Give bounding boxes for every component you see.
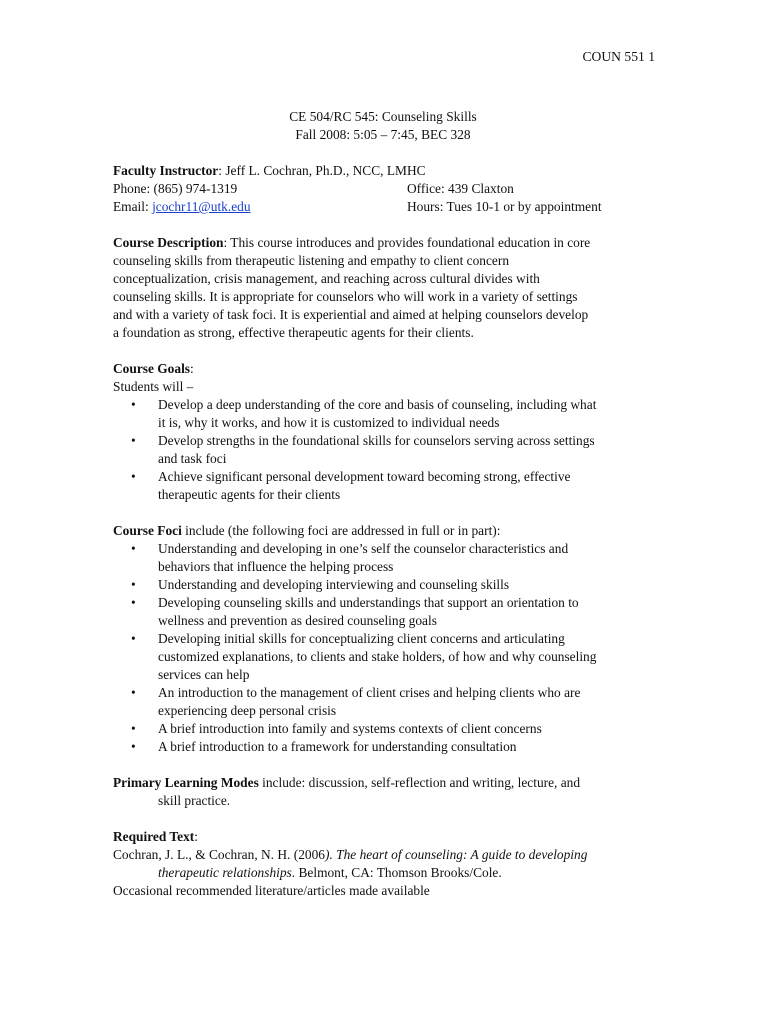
office-hours: Hours: Tues 10-1 or by appointment <box>407 199 602 214</box>
goals-colon: : <box>190 361 194 376</box>
bullet-icon: • <box>131 541 136 556</box>
course-schedule: Fall 2008: 5:05 – 7:45, BEC 328 <box>295 127 471 142</box>
bullet-icon: • <box>131 685 136 700</box>
list-item <box>113 396 653 432</box>
list-item-text: Developing initial skills for conceptualizing client concerns and articulating <box>158 631 565 646</box>
description-line: counseling skills from therapeutic listening and empathy to client concern <box>113 253 510 268</box>
citation-publisher: . Belmont, CA: Thomson Brooks/Cole. <box>291 865 502 880</box>
list-item-text: and task foci <box>158 451 227 466</box>
citation-title: ). The heart of counseling: A guide to developing <box>324 847 588 862</box>
list-item-text: therapeutic agents for their clients <box>158 487 341 502</box>
list-item-text: An introduction to the management of client crises and helping clients who are <box>158 685 581 700</box>
required-text-label: Required Text <box>113 829 195 844</box>
required-text <box>113 828 653 900</box>
office: Office: 439 Claxton <box>407 181 514 196</box>
list-item <box>113 432 653 468</box>
foci-label: Course Foci <box>113 523 182 538</box>
goals-list <box>113 396 653 504</box>
course-foci <box>113 522 653 756</box>
bullet-icon: • <box>131 631 136 646</box>
instructor-label: Faculty Instructor <box>113 163 219 178</box>
list-item-text: Achieve significant personal development toward becoming strong, effective <box>158 469 571 484</box>
list-item-text: Understanding and developing in one’s self the counselor characteristics and <box>158 541 569 556</box>
email-label: Email: <box>113 199 153 214</box>
list-item <box>113 684 653 720</box>
course-title: CE 504/RC 545: Counseling Skills <box>289 109 477 124</box>
description-line: and with a variety of task foci. It is experiential and aimed at helping counselors develop <box>113 307 589 322</box>
list-item-text: behaviors that influence the helping process <box>158 559 394 574</box>
list-item <box>113 630 653 684</box>
list-item-text: Develop strengths in the foundational skills for counselors serving across settings <box>158 433 595 448</box>
contact-row-1 <box>113 180 653 198</box>
page-header: COUN 551 1 <box>582 49 655 64</box>
course-description <box>113 234 653 342</box>
list-item-text: Develop a deep understanding of the core and basis of counseling, including what <box>158 397 597 412</box>
bullet-icon: • <box>131 721 136 736</box>
list-item-text: wellness and prevention as desired counseling goals <box>158 613 437 628</box>
list-item <box>113 468 653 504</box>
citation-authors: Cochran, J. L., & Cochran, N. H. (2006 <box>113 847 325 862</box>
literature-note: Occasional recommended literature/articles made available <box>113 883 430 898</box>
course-goals <box>113 360 653 504</box>
list-item-text: Understanding and developing interviewing and counseling skills <box>158 577 510 592</box>
instructor-line <box>113 162 653 180</box>
bullet-icon: • <box>131 397 136 412</box>
citation-cont <box>113 864 653 882</box>
list-item-text: customized explanations, to clients and stake holders, of how and why counseling <box>158 649 597 664</box>
list-item-text: services can help <box>158 667 250 682</box>
learning-modes <box>113 774 653 810</box>
list-item <box>113 738 653 756</box>
bullet-icon: • <box>131 595 136 610</box>
bullet-icon: • <box>131 433 136 448</box>
learning-line: skill practice. <box>158 793 231 808</box>
list-item <box>113 594 653 630</box>
list-item <box>113 576 653 594</box>
list-item-text: experiencing deep personal crisis <box>158 703 337 718</box>
required-text-colon: : <box>194 829 198 844</box>
description-line: a foundation as strong, effective therapeutic agents for their clients. <box>113 325 474 340</box>
list-item-text: it is, why it works, and how it is customized to individual needs <box>158 415 500 430</box>
goals-intro: Students will – <box>113 379 194 394</box>
contact-row-2 <box>113 198 653 216</box>
list-item-text: Developing counseling skills and understandings that support an orientation to <box>158 595 579 610</box>
syllabus-body <box>113 108 653 900</box>
foci-list <box>113 540 653 756</box>
citation <box>113 846 653 864</box>
description-line: conceptualization, crisis management, and reaching across cultural divides with <box>113 271 540 286</box>
goals-label: Course Goals <box>113 361 190 376</box>
list-item-text: A brief introduction into family and systems contexts of client concerns <box>158 721 542 736</box>
instructor-name: : Jeff L. Cochran, Ph.D., NCC, LMHC <box>218 163 426 178</box>
list-item <box>113 540 653 576</box>
citation-title: therapeutic relationships <box>158 865 292 880</box>
bullet-icon: • <box>131 469 136 484</box>
bullet-icon: • <box>131 739 136 754</box>
list-item <box>113 720 653 738</box>
phone: Phone: (865) 974-1319 <box>113 181 238 196</box>
description-line: : This course introduces and provides foundational education in core <box>223 235 591 250</box>
bullet-icon: • <box>131 577 136 592</box>
email-link[interactable]: jcochr11@utk.edu <box>152 199 251 214</box>
list-item-text: A brief introduction to a framework for understanding consultation <box>158 739 517 754</box>
foci-intro: include (the following foci are addressed in full or in part): <box>181 523 501 538</box>
learning-line: include: discussion, self-reflection and writing, lecture, and <box>258 775 581 790</box>
description-line: counseling skills. It is appropriate for counselors who will work in a variety of settings <box>113 289 578 304</box>
description-label: Course Description <box>113 235 224 250</box>
learning-label: Primary Learning Modes <box>113 775 259 790</box>
